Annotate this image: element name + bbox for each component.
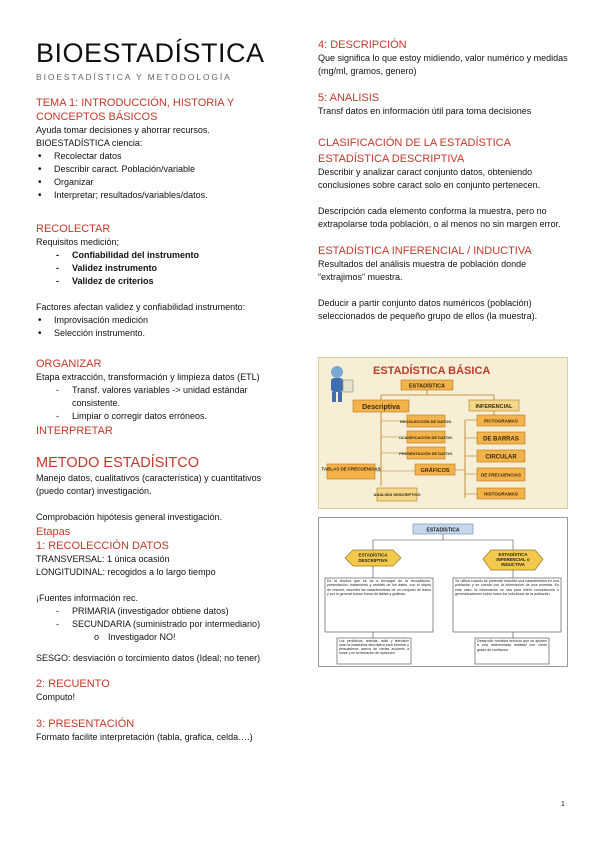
analisis-label: ANÁLISIS DESCRIPTIVO — [373, 492, 421, 497]
descriptiva-title: ESTADÍSTICA DESCRIPTIVA — [358, 552, 388, 563]
etapa3-heading: 3: PRESENTACIÓN — [36, 718, 135, 730]
descriptiva-example — [339, 639, 409, 663]
clasificacion-label: CLASIFICACIÓN DE DATOS. — [399, 435, 453, 440]
inferencial-label: INFERENCIAL — [475, 404, 513, 410]
list-item: • Selección instrumento. — [36, 327, 298, 340]
estadistica-basica-diagram — [318, 357, 568, 509]
root-label: ESTADÍSTICA — [426, 527, 460, 534]
inferencial-definition — [455, 579, 559, 631]
etapa4-heading: 4: DESCRIPCIÓN — [318, 39, 407, 51]
recolectar-dashes — [36, 249, 298, 288]
metodo-p2: Comprobación hipótesis general investigación. — [36, 512, 223, 522]
inferencial-p2: Deducir a partir conjunto datos numéricos (población) seleccionados de pequeño grupo de ellos (la muestra). — [318, 298, 538, 321]
sesgo-text: SESGO: desviación o torcimiento datos (Ideal; no tener) — [36, 653, 261, 663]
organizar-dashes — [36, 384, 261, 423]
clasificacion-diagram — [318, 517, 568, 667]
inferencial-heading: ESTADÍSTICA INFERENCIAL / INDUCTIVA — [318, 245, 532, 257]
recolectar-p1: Requisitos medición; — [36, 237, 120, 247]
etapa2-heading: 2: RECUENTO — [36, 678, 110, 690]
page-title: BIOESTADÍSTICA — [36, 38, 265, 68]
recolectar-bullets — [36, 314, 298, 340]
computo-text: Computo! — [36, 692, 76, 702]
list-item: • Organizar — [36, 176, 251, 189]
list-item: - Transf. valores variables -> unidad estándar consistente. — [36, 384, 261, 410]
frecuencias-label: DE FRECUENCIAS — [480, 472, 522, 478]
inferencial-p1: Resultados del análisis muestra de población donde “extrajimos” muestra. — [318, 259, 527, 282]
recolectar-section — [36, 222, 298, 340]
tema1-p1: Ayuda tomar decisiones y ahorrar recursos. — [36, 125, 210, 135]
list-item: - Confiabilidad del instrumento — [36, 249, 298, 262]
descriptiva-example-text: Los periódicos, revistas, radio y televisión usan la estadística descriptiva para informar y persuadirnos acerca de ciertas acciones a tomar y en la formación de opiniones. — [339, 639, 409, 656]
clasificacion-heading: CLASIFICACIÓN DE LA ESTADÍSTICA — [318, 137, 511, 149]
descriptiva-definition-text: Es la técnica que se va a encargar de la recopilación, presentación, tratamiento y análisis de los datos, con el objeto de resumir, describir las características de un conjunto de datos y por lo general toman forma de tablas y gráficas. — [327, 579, 431, 597]
list-item: o Investigador NO! — [36, 631, 298, 644]
list-item: • Describir caract. Población/variable — [36, 163, 251, 176]
tablas-label: TABLAS DE FRECUENCIAS — [321, 466, 381, 472]
recolectar-heading: RECOLECTAR — [36, 223, 111, 235]
etapa4-text: Que significa lo que estoy midiendo, valor numérico y medidas (mg/ml, gramos, genero) — [318, 53, 568, 76]
descriptiva-p1: Describir y analizar caract conjunto datos, obteniendo conclusiones sobre caract solo en conjunto pertenecen. — [318, 167, 541, 190]
diagram-title: ESTADÍSTICA BÁSICA — [373, 365, 491, 377]
presentacion-label: PRESENTACIÓN DE DATOS. — [398, 451, 454, 456]
list-item: - Validez de criterios — [36, 275, 298, 288]
page-number: 1 — [561, 801, 565, 808]
list-item: - Validez instrumento — [36, 262, 298, 275]
organizar-p1: Etapa extracción, transformación y limpieza datos (ETL) — [36, 372, 260, 382]
interpretar-heading: INTERPRETAR — [36, 425, 113, 437]
descriptiva-heading: ESTADÍSTICA DESCRIPTIVA — [318, 153, 465, 165]
histogramas-label: HISTOGRAMAS — [484, 491, 518, 497]
inferencial-definition-text: Se utiliza cuando se pretende estudiar una característica en una población y se cuenta con la información de una muestra. En este caso, la información se usa para inferir conclusiones o generalizaciones sobre todos los individuos de la población. — [455, 579, 559, 597]
etapas-heading: Etapas — [36, 526, 71, 538]
tema1-bullets — [36, 150, 251, 202]
graficos-label: GRÁFICOS — [420, 468, 450, 474]
list-item: - Limpiar o corregir datos erróneos. — [36, 410, 261, 423]
inferencial-title: ESTADÍSTICA INFERENCIAL o INDUCTIVA — [496, 552, 530, 567]
metodo-section — [36, 454, 298, 744]
inferencial-example-text: Desarrollo modelos teóricos que se ajusten a una determinada realidad con cierto grado de confianza — [477, 639, 547, 652]
descriptiva-label: Descriptiva — [362, 404, 400, 411]
etapa1-heading: 1: RECOLECCIÓN DATOS — [36, 540, 169, 552]
fuentes-dashes — [36, 605, 298, 631]
metodo-p1: Manejo datos, cualitativos (característica) y cuantitativos (puedo contar) investigación. — [36, 473, 262, 496]
inferencial-example — [477, 639, 547, 663]
transversal-text: TRANSVERSAL: 1 única ocasión — [36, 554, 170, 564]
root-label: ESTADÍSTICA — [408, 383, 446, 390]
recoleccion-label: RECOLECCIÓN DE DATOS. — [399, 419, 453, 424]
barras-label: DE BARRAS — [483, 436, 519, 443]
tema1-heading: TEMA 1: INTRODUCCIÓN, HISTORIA Y CONCEPTOS BÁSICOS — [36, 97, 235, 123]
organizar-section — [36, 357, 298, 438]
list-item: • Recolectar datos — [36, 150, 251, 163]
tema1-p2: BIOESTADÍSTICA ciencia: — [36, 138, 143, 148]
etapa5-heading: 5: ANALISIS — [318, 92, 380, 104]
list-item: - SECUNDARIA (suministrado por intermediario) — [36, 618, 298, 631]
list-item: • Interpretar; resultados/variables/datos. — [36, 189, 251, 202]
descriptiva-definition — [327, 579, 431, 631]
right-column — [318, 38, 568, 323]
fuentes-text: ¡Fuentes información rec. — [36, 593, 139, 603]
longitudinal-text: LONGITUDINAL: recogidos a lo largo tiempo — [36, 567, 216, 577]
recolectar-p2: Factores afectan validez y confiabilidad instrumento: — [36, 302, 246, 312]
list-item: - PRIMARIA (investigador obtiene datos) — [36, 605, 298, 618]
descriptiva-p2: Descripción cada elemento conforma la muestra, pero no extrapolarse toda población, o al menos no sin margen error. — [318, 206, 561, 229]
circular-label: CIRCULAR — [485, 454, 517, 461]
pictogramas-label: PICTOGRAMAS — [484, 418, 518, 424]
tema1-section — [36, 96, 251, 202]
etapa5-text: Transf datos en información útil para toma decisiones — [318, 106, 532, 116]
organizar-heading: ORGANIZAR — [36, 358, 102, 370]
metodo-heading: METODO ESTADÍSITCO — [36, 455, 200, 471]
page-subtitle: BIOESTADÍSTICA Y METODOLOGÍA — [36, 72, 232, 82]
fuentes-sublist — [36, 631, 298, 644]
formato-text: Formato facilite interpretación (tabla, grafica, celda….) — [36, 732, 253, 742]
list-item: • Improvisación medición — [36, 314, 298, 327]
